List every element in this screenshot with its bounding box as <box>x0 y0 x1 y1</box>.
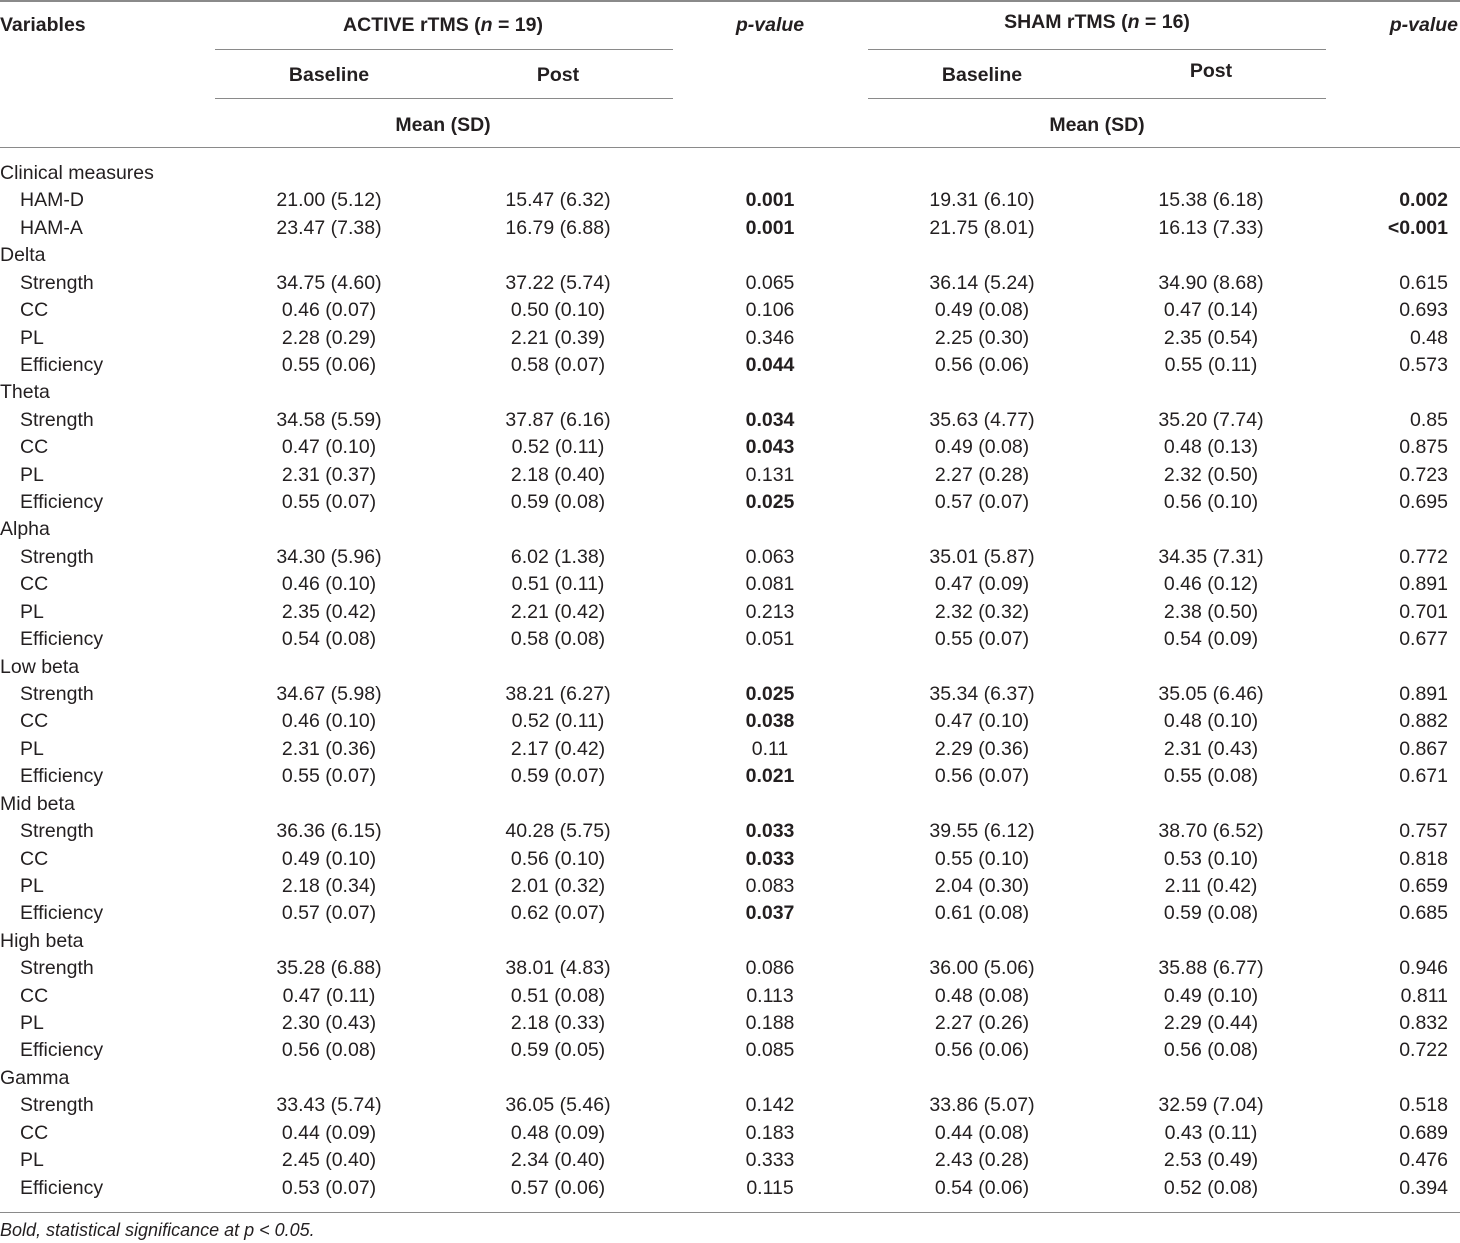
active-baseline-cell: 2.31 (0.37) <box>281 463 377 486</box>
sham-pvalue-cell: 0.615 <box>1399 271 1448 294</box>
active-baseline-cell: 0.46 (0.10) <box>281 710 377 733</box>
sham-baseline-cell: 0.56 (0.06) <box>934 353 1030 376</box>
active-pvalue-cell: 0.131 <box>745 463 795 486</box>
sham-pvalue-cell: 0.573 <box>1399 353 1448 376</box>
table-row <box>0 489 1460 516</box>
section-label: Delta <box>0 244 46 267</box>
variable-label: CC <box>20 436 49 459</box>
variable-label: Efficiency <box>20 491 104 514</box>
section-label: Low beta <box>0 655 80 678</box>
active-pvalue-cell: 0.037 <box>745 902 795 925</box>
active-baseline-cell: 0.55 (0.06) <box>281 353 377 376</box>
section-row <box>0 654 1460 681</box>
active-pvalue-cell: 0.085 <box>745 1039 795 1062</box>
active-pvalue-cell: 0.333 <box>745 1149 795 1172</box>
active-baseline-cell: 0.53 (0.07) <box>281 1176 377 1199</box>
active-post-cell: 0.57 (0.06) <box>510 1176 606 1199</box>
variable-label: HAM-D <box>20 189 84 212</box>
variable-label: Strength <box>20 957 94 980</box>
sham-baseline-cell: 0.49 (0.08) <box>934 299 1030 322</box>
sham-post-cell: 38.70 (6.52) <box>1158 820 1264 843</box>
sham-post-cell: 0.49 (0.10) <box>1163 984 1259 1007</box>
table-row <box>0 270 1460 297</box>
variable-label: PL <box>20 463 44 486</box>
active-pvalue-cell: 0.183 <box>745 1121 795 1144</box>
section-row <box>0 791 1460 818</box>
sham-pvalue-cell: 0.811 <box>1400 984 1448 1007</box>
sham-post-cell: 35.20 (7.74) <box>1158 408 1264 431</box>
variable-label: Strength <box>20 1094 94 1117</box>
sham-pvalue-cell: 0.002 <box>1399 189 1448 212</box>
sham-baseline-cell: 33.86 (5.07) <box>929 1094 1035 1117</box>
sham-baseline-cell: 39.55 (6.12) <box>929 820 1035 843</box>
active-baseline-cell: 0.44 (0.09) <box>281 1121 377 1144</box>
sham-pvalue-cell: 0.875 <box>1399 436 1448 459</box>
variable-label: Efficiency <box>20 628 104 651</box>
sham-post-cell: 34.35 (7.31) <box>1158 545 1264 568</box>
variables-header: Variables <box>0 14 86 36</box>
sham-post-cell: 0.46 (0.12) <box>1163 573 1259 596</box>
sham-pvalue-cell: 0.882 <box>1399 710 1448 733</box>
variable-label: Strength <box>20 545 94 568</box>
table-top-rule <box>0 0 1460 2</box>
sham-baseline-cell: 0.54 (0.06) <box>934 1176 1030 1199</box>
table-row <box>0 1175 1460 1202</box>
active-baseline-cell: 2.28 (0.29) <box>281 326 377 349</box>
sham-post-cell: 0.48 (0.10) <box>1163 710 1259 733</box>
active-pvalue-cell: 0.001 <box>745 189 795 212</box>
sham-post-cell: 0.54 (0.09) <box>1163 628 1259 651</box>
active-pvalue-cell: 0.113 <box>746 984 794 1007</box>
table-row <box>0 736 1460 763</box>
variable-label: Strength <box>20 408 94 431</box>
active-pvalue-cell: 0.051 <box>745 628 795 651</box>
active-baseline-cell: 2.35 (0.42) <box>281 600 377 623</box>
sham-post-cell: 0.48 (0.13) <box>1163 436 1259 459</box>
table-row <box>0 626 1460 653</box>
variable-label: Strength <box>20 271 94 294</box>
variable-label: PL <box>20 1149 44 1172</box>
sham-post-cell: 2.32 (0.50) <box>1163 463 1259 486</box>
active-post-cell: 2.01 (0.32) <box>510 874 606 897</box>
active-baseline-cell: 0.46 (0.10) <box>281 573 377 596</box>
table-row <box>0 1092 1460 1119</box>
table-row <box>0 1010 1460 1037</box>
sham-pvalue-cell: 0.832 <box>1399 1012 1448 1035</box>
sham-baseline-cell: 35.01 (5.87) <box>929 545 1035 568</box>
sham-baseline-cell: 35.63 (4.77) <box>929 408 1035 431</box>
active-post-cell: 0.52 (0.11) <box>511 436 605 459</box>
sham-post-cell: 32.59 (7.04) <box>1158 1094 1264 1117</box>
sham-post-cell: 35.05 (6.46) <box>1158 682 1264 705</box>
table-row <box>0 983 1460 1010</box>
header-bottom-rule <box>0 147 1460 148</box>
active-post-cell: 0.51 (0.11) <box>511 573 605 596</box>
sham-baseline-cell: 2.27 (0.28) <box>934 463 1030 486</box>
active-baseline-cell: 0.49 (0.10) <box>281 847 377 870</box>
active-pvalue-cell: 0.033 <box>745 820 795 843</box>
sham-baseline-cell: 35.34 (6.37) <box>929 682 1035 705</box>
active-baseline-cell: 23.47 (7.38) <box>276 216 382 239</box>
active-pvalue-cell: 0.106 <box>745 299 795 322</box>
sham-group-rule <box>868 49 1326 50</box>
section-label: Clinical measures <box>0 162 154 184</box>
active-pvalue-cell: 0.038 <box>745 710 795 733</box>
sham-post-cell: 0.56 (0.08) <box>1163 1039 1259 1062</box>
section-label: High beta <box>0 929 84 952</box>
sham-baseline-cell: 36.00 (5.06) <box>929 957 1035 980</box>
active-pvalue-cell: 0.188 <box>745 1012 795 1035</box>
variable-label: Efficiency <box>20 1176 104 1199</box>
variable-label: PL <box>20 737 44 760</box>
active-baseline-header: Baseline <box>288 64 370 86</box>
section-row <box>0 516 1460 543</box>
active-post-cell: 2.21 (0.42) <box>510 600 606 623</box>
active-pvalue-cell: 0.043 <box>745 436 795 459</box>
sham-baseline-cell: 0.55 (0.07) <box>934 628 1030 651</box>
active-post-cell: 15.47 (6.32) <box>505 189 611 212</box>
sham-pvalue-cell: 0.48 <box>1410 326 1448 349</box>
sham-subheader-rule <box>868 98 1326 99</box>
variable-label: CC <box>20 984 49 1007</box>
sham-mean-sd-header: Mean (SD) <box>1049 114 1145 136</box>
table-row <box>0 544 1460 571</box>
sham-baseline-cell: 2.43 (0.28) <box>934 1149 1030 1172</box>
active-baseline-cell: 0.55 (0.07) <box>281 491 377 514</box>
sham-post-cell: 0.55 (0.08) <box>1163 765 1259 788</box>
table-row <box>0 681 1460 708</box>
sham-pvalue-cell: 0.891 <box>1399 573 1448 596</box>
sham-baseline-cell: 0.56 (0.06) <box>934 1039 1030 1062</box>
variable-label: PL <box>20 600 44 623</box>
sham-post-cell: 2.11 (0.42) <box>1164 874 1258 897</box>
active-baseline-cell: 21.00 (5.12) <box>276 189 382 212</box>
sham-baseline-cell: 0.47 (0.10) <box>934 710 1030 733</box>
sham-baseline-cell: 0.48 (0.08) <box>934 984 1030 1007</box>
active-group-rule <box>215 49 673 50</box>
active-post-cell: 40.28 (5.75) <box>505 820 611 843</box>
table-row <box>0 873 1460 900</box>
active-baseline-cell: 2.18 (0.34) <box>281 874 377 897</box>
sham-post-cell: 0.55 (0.11) <box>1164 353 1258 376</box>
sham-pvalue-cell: 0.689 <box>1399 1121 1448 1144</box>
active-pvalue-cell: 0.025 <box>745 491 795 514</box>
active-post-cell: 2.18 (0.40) <box>510 463 606 486</box>
sham-baseline-cell: 2.29 (0.36) <box>934 737 1030 760</box>
sham-pvalue-cell: 0.722 <box>1399 1039 1448 1062</box>
table-row <box>0 1147 1460 1174</box>
table-row <box>0 708 1460 735</box>
active-group-header: ACTIVE rTMS (n = 19) <box>343 14 543 36</box>
variable-label: Efficiency <box>20 902 104 925</box>
sham-baseline-cell: 2.27 (0.26) <box>934 1012 1030 1035</box>
sham-pvalue-cell: 0.394 <box>1399 1176 1448 1199</box>
sham-group-header: SHAM rTMS (n = 16) <box>1004 11 1190 33</box>
active-post-cell: 2.18 (0.33) <box>510 1012 606 1035</box>
section-row <box>0 242 1460 269</box>
active-post-cell: 16.79 (6.88) <box>505 216 611 239</box>
active-baseline-cell: 0.47 (0.10) <box>281 436 377 459</box>
active-baseline-cell: 34.58 (5.59) <box>276 408 382 431</box>
variable-label: CC <box>20 847 49 870</box>
active-baseline-cell: 33.43 (5.74) <box>276 1094 382 1117</box>
sham-pvalue-cell: 0.685 <box>1399 902 1448 925</box>
table-row <box>0 955 1460 982</box>
active-post-cell: 36.05 (5.46) <box>505 1094 611 1117</box>
sham-baseline-cell: 0.47 (0.09) <box>934 573 1030 596</box>
table-row <box>0 571 1460 598</box>
section-label: Alpha <box>0 518 50 541</box>
sham-baseline-cell: 0.56 (0.07) <box>934 765 1030 788</box>
active-baseline-cell: 2.30 (0.43) <box>281 1012 377 1035</box>
sham-post-cell: 15.38 (6.18) <box>1158 189 1264 212</box>
table-row <box>0 900 1460 927</box>
table-row <box>0 818 1460 845</box>
sham-pvalue-cell: 0.671 <box>1399 765 1448 788</box>
variable-label: Efficiency <box>20 1039 104 1062</box>
active-pvalue-cell: 0.083 <box>745 874 795 897</box>
sham-baseline-cell: 0.55 (0.10) <box>934 847 1030 870</box>
sham-pvalue-cell: 0.701 <box>1399 600 1448 623</box>
active-baseline-cell: 34.67 (5.98) <box>276 682 382 705</box>
active-pvalue-cell: 0.033 <box>745 847 795 870</box>
active-pvalue-cell: 0.11 <box>751 737 789 760</box>
active-post-cell: 2.21 (0.39) <box>510 326 606 349</box>
active-post-cell: 0.58 (0.08) <box>510 628 606 651</box>
sham-post-cell: 0.43 (0.11) <box>1164 1121 1258 1144</box>
active-pvalue-cell: 0.025 <box>745 682 795 705</box>
section-row <box>0 160 1460 187</box>
sham-post-cell: 0.53 (0.10) <box>1163 847 1259 870</box>
sham-pvalue-cell: 0.891 <box>1399 682 1448 705</box>
active-post-cell: 0.59 (0.08) <box>510 491 606 514</box>
variable-label: HAM-A <box>20 216 83 239</box>
table-row <box>0 434 1460 461</box>
active-post-cell: 0.50 (0.10) <box>510 299 606 322</box>
active-post-cell: 38.21 (6.27) <box>505 682 611 705</box>
sham-baseline-cell: 21.75 (8.01) <box>929 216 1035 239</box>
section-label: Theta <box>0 381 50 404</box>
variable-label: PL <box>20 326 44 349</box>
sham-pvalue-cell: 0.757 <box>1399 820 1448 843</box>
sham-post-cell: 0.59 (0.08) <box>1163 902 1259 925</box>
active-post-cell: 0.59 (0.07) <box>510 765 606 788</box>
active-baseline-cell: 36.36 (6.15) <box>276 820 382 843</box>
sham-pvalue-cell: 0.476 <box>1399 1149 1448 1172</box>
sham-post-header: Post <box>1189 60 1233 82</box>
sham-pvalue-cell: 0.693 <box>1399 299 1448 322</box>
sham-pvalue-cell: 0.723 <box>1399 463 1448 486</box>
active-post-cell: 6.02 (1.38) <box>510 545 606 568</box>
active-post-cell: 0.59 (0.05) <box>510 1039 606 1062</box>
sham-baseline-cell: 0.61 (0.08) <box>934 902 1030 925</box>
variable-label: CC <box>20 573 49 596</box>
active-pvalue-cell: 0.021 <box>745 765 795 788</box>
active-baseline-cell: 2.45 (0.40) <box>281 1149 377 1172</box>
sham-pvalue-cell: 0.772 <box>1399 545 1448 568</box>
sham-post-cell: 0.47 (0.14) <box>1163 299 1259 322</box>
sham-pvalue-cell: 0.946 <box>1399 957 1448 980</box>
sham-post-cell: 2.29 (0.44) <box>1163 1012 1259 1035</box>
active-post-cell: 0.51 (0.08) <box>510 984 606 1007</box>
active-pvalue-cell: 0.034 <box>745 408 795 431</box>
active-pvalue-cell: 0.086 <box>745 957 795 980</box>
sham-pvalue-cell: 0.518 <box>1399 1094 1448 1117</box>
table-row <box>0 297 1460 324</box>
active-pvalue-cell: 0.065 <box>745 271 795 294</box>
section-label: Mid beta <box>0 792 75 815</box>
variable-label: Efficiency <box>20 353 104 376</box>
table-row <box>0 763 1460 790</box>
section-label: Gamma <box>0 1066 70 1089</box>
active-baseline-cell: 0.47 (0.11) <box>282 984 376 1007</box>
active-mean-sd-header: Mean (SD) <box>395 114 491 136</box>
active-baseline-cell: 2.31 (0.36) <box>281 737 377 760</box>
sham-post-cell: 2.38 (0.50) <box>1163 600 1259 623</box>
active-baseline-cell: 0.57 (0.07) <box>281 902 377 925</box>
active-pvalue-cell: 0.081 <box>745 573 795 596</box>
sham-pvalue-cell: <0.001 <box>1387 216 1448 239</box>
sham-baseline-cell: 0.49 (0.08) <box>934 436 1030 459</box>
section-row <box>0 379 1460 406</box>
active-baseline-cell: 34.30 (5.96) <box>276 545 382 568</box>
table-row <box>0 325 1460 352</box>
active-post-header: Post <box>536 64 580 86</box>
variable-label: Strength <box>20 820 94 843</box>
sham-pvalue-cell: 0.818 <box>1399 847 1448 870</box>
sham-post-cell: 0.52 (0.08) <box>1163 1176 1259 1199</box>
variable-label: CC <box>20 1121 49 1144</box>
variable-label: Efficiency <box>20 765 104 788</box>
section-row <box>0 1065 1460 1092</box>
table-row <box>0 846 1460 873</box>
sham-post-cell: 35.88 (6.77) <box>1158 957 1264 980</box>
active-post-cell: 0.62 (0.07) <box>510 902 606 925</box>
sham-pvalue-cell: 0.695 <box>1399 491 1448 514</box>
active-baseline-cell: 0.55 (0.07) <box>281 765 377 788</box>
active-pvalue-header: p-value <box>735 14 805 36</box>
active-baseline-cell: 0.56 (0.08) <box>281 1039 377 1062</box>
variable-label: CC <box>20 299 49 322</box>
sham-post-cell: 2.53 (0.49) <box>1163 1149 1259 1172</box>
sham-pvalue-cell: 0.659 <box>1399 874 1448 897</box>
footnote: Bold, statistical significance at p < 0.05. <box>0 1220 315 1240</box>
table-row <box>0 215 1460 242</box>
sham-pvalue-cell: 0.85 <box>1410 408 1448 431</box>
active-post-cell: 38.01 (4.83) <box>505 957 611 980</box>
active-subheader-rule <box>215 98 673 99</box>
table-row <box>0 1120 1460 1147</box>
active-baseline-cell: 0.54 (0.08) <box>281 628 377 651</box>
active-baseline-cell: 35.28 (6.88) <box>276 957 382 980</box>
active-post-cell: 0.52 (0.11) <box>511 710 605 733</box>
active-pvalue-cell: 0.346 <box>745 326 795 349</box>
sham-baseline-cell: 2.04 (0.30) <box>934 874 1030 897</box>
sham-pvalue-cell: 0.867 <box>1399 737 1448 760</box>
active-post-cell: 2.17 (0.42) <box>510 737 606 760</box>
active-pvalue-cell: 0.001 <box>745 216 795 239</box>
sham-baseline-cell: 36.14 (5.24) <box>929 271 1035 294</box>
active-post-cell: 37.22 (5.74) <box>505 271 611 294</box>
active-post-cell: 2.34 (0.40) <box>510 1149 606 1172</box>
sham-post-cell: 2.31 (0.43) <box>1163 737 1259 760</box>
active-pvalue-cell: 0.063 <box>745 545 795 568</box>
sham-pvalue-header: p-value <box>1389 14 1458 36</box>
table-row <box>0 187 1460 214</box>
active-pvalue-cell: 0.213 <box>745 600 795 623</box>
sham-pvalue-cell: 0.677 <box>1399 628 1448 651</box>
sham-baseline-cell: 0.57 (0.07) <box>934 491 1030 514</box>
sham-post-cell: 16.13 (7.33) <box>1158 216 1264 239</box>
sham-post-cell: 2.35 (0.54) <box>1163 326 1259 349</box>
sham-baseline-cell: 0.44 (0.08) <box>934 1121 1030 1144</box>
active-post-cell: 0.48 (0.09) <box>510 1121 606 1144</box>
active-pvalue-cell: 0.115 <box>746 1176 794 1199</box>
sham-post-cell: 34.90 (8.68) <box>1158 271 1264 294</box>
table-row <box>0 462 1460 489</box>
variable-label: PL <box>20 874 44 897</box>
sham-baseline-cell: 2.32 (0.32) <box>934 600 1030 623</box>
variable-label: PL <box>20 1012 44 1035</box>
active-post-cell: 37.87 (6.16) <box>505 408 611 431</box>
table-bottom-rule <box>0 1212 1460 1213</box>
sham-baseline-cell: 2.25 (0.30) <box>934 326 1030 349</box>
active-baseline-cell: 34.75 (4.60) <box>276 271 382 294</box>
variable-label: Strength <box>20 682 94 705</box>
active-pvalue-cell: 0.044 <box>745 353 795 376</box>
table-row <box>0 407 1460 434</box>
sham-post-cell: 0.56 (0.10) <box>1163 491 1259 514</box>
active-baseline-cell: 0.46 (0.07) <box>281 299 377 322</box>
active-post-cell: 0.56 (0.10) <box>510 847 606 870</box>
active-post-cell: 0.58 (0.07) <box>510 353 606 376</box>
table-row <box>0 352 1460 379</box>
table-row <box>0 599 1460 626</box>
active-pvalue-cell: 0.142 <box>745 1094 795 1117</box>
sham-baseline-header: Baseline <box>941 64 1023 86</box>
sham-baseline-cell: 19.31 (6.10) <box>929 189 1035 212</box>
section-row <box>0 928 1460 955</box>
variable-label: CC <box>20 710 49 733</box>
table-row <box>0 1037 1460 1064</box>
